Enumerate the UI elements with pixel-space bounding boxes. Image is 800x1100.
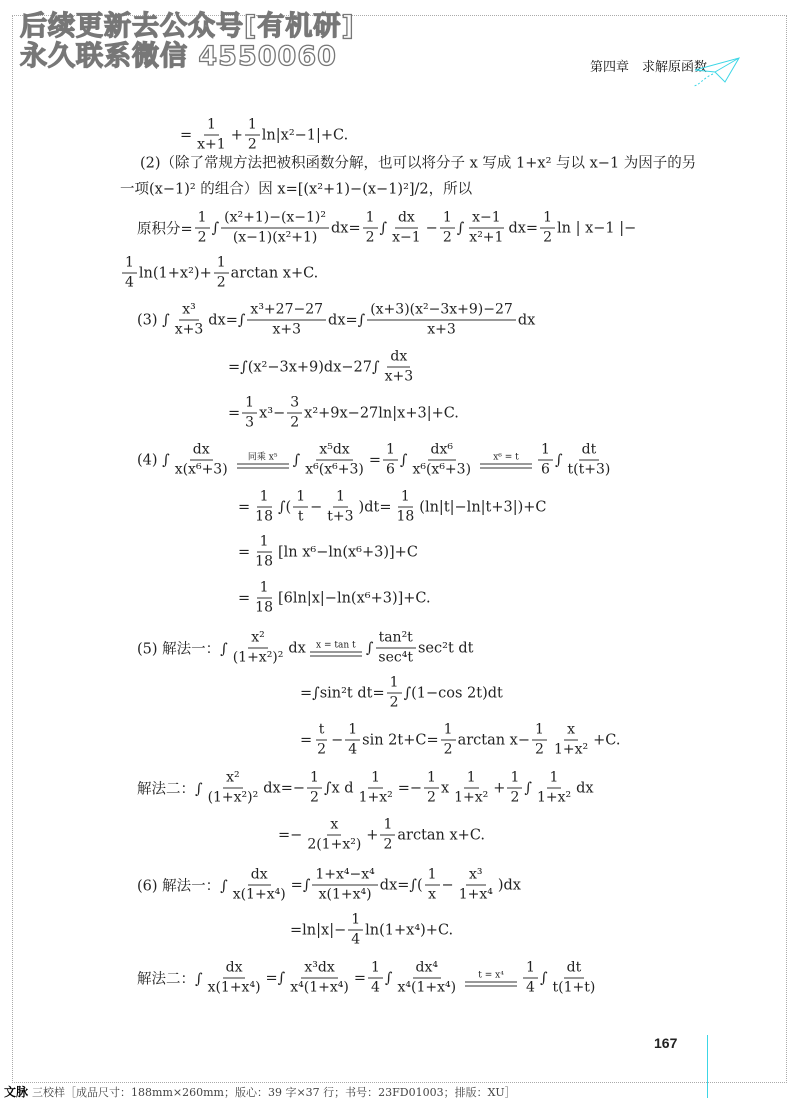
math-text: dx=∫ [328,312,366,328]
math-text: ∫ [539,970,548,986]
fraction [523,960,538,997]
math-text: [ln x⁶−ln(x⁶+3)]+C [277,544,418,560]
math-text: dx= [508,220,539,236]
denominator: 1+x² [536,789,572,806]
fraction [425,867,440,904]
numerator: dx [190,442,213,461]
substitution-label: 同乘 x⁵ [247,452,278,462]
fraction [540,210,555,247]
math-text: x [440,780,450,796]
math-text: ∫x d [323,780,354,796]
math-text: (ln|t|−ln|t+3|)+C [419,499,547,515]
math-text: ∫ [384,970,393,986]
denominator: 4 [351,931,361,948]
denominator: x [428,886,437,903]
fraction [205,960,264,997]
math-text: − [331,732,344,748]
denominator: (1+x²)² [207,789,259,806]
numerator: 1 [257,534,272,553]
math-text: ∫ [292,452,301,468]
math-text: 解法二：∫ [137,971,203,988]
equation-line [137,442,615,479]
denominator: x⁶(x⁶+3) [412,461,472,478]
fraction [356,770,396,807]
fraction [287,395,302,432]
fraction [314,722,329,759]
fraction [230,630,287,667]
denominator: 18 [255,599,273,616]
denominator: 2 [510,789,520,806]
equation-line [120,178,472,199]
numerator: x³ [179,302,199,321]
math-text: arctan x+C. [397,827,486,843]
math-text: (5) 解法一：∫ [137,641,228,658]
fraction [565,442,614,479]
fraction [424,770,439,807]
substitution-equals [480,452,532,468]
fraction [538,442,553,479]
math-text: dx= [331,220,361,236]
fraction [383,442,398,479]
math-text: 一项(x−1)² 的组合）因 x=[(x²+1)−(x−1)²]/2，所以 [120,181,473,198]
math-text: = [180,127,193,143]
fraction [389,210,424,247]
fraction [307,770,322,807]
math-text: ln | x−1 |− [556,220,637,236]
denominator: (1+x²)² [232,649,284,666]
denominator: x−1 [392,229,421,246]
denominator: x⁴(1+x⁴) [397,979,457,996]
numerator: tan²t [376,630,416,649]
footer-brand: 文脉 [4,1085,29,1099]
math-text: = [238,544,251,560]
math-text: dx=∫( [379,877,423,893]
fraction [195,210,210,247]
denominator: 2 [383,836,393,853]
denominator: 2 [310,789,319,806]
math-text: 解法二：∫ [137,781,203,798]
denominator: 4 [125,274,134,291]
fraction [287,960,352,997]
math-text: dx=∫ [208,312,246,328]
numerator: 1+x⁴−x⁴ [312,867,377,886]
numerator: 1 [424,770,439,789]
fraction [368,960,383,997]
numerator: 1 [204,117,219,136]
denominator: 2 [365,229,375,246]
math-text: arctan x− [457,732,531,748]
math-text: ∫ [456,220,465,236]
math-text: ∫ [399,452,408,468]
math-text: =∫(x²−3x+9)dx−27∫ [228,359,380,375]
denominator: 4 [348,741,358,758]
numerator: (x+3)(x²−3x+9)−27 [367,302,516,321]
fraction [252,534,276,571]
denominator: 4 [370,979,380,996]
denominator: 2 [442,229,452,246]
double-line [310,651,362,656]
fraction [551,722,591,759]
fraction [172,302,207,339]
fraction [312,867,377,904]
denominator: 1+x² [553,741,589,758]
math-text: sin 2t+C= [362,732,439,748]
fraction [363,210,378,247]
double-line [480,463,532,468]
numerator: x−1 [469,210,504,229]
equation-line [290,912,453,949]
numerator: t [316,722,328,741]
math-text: dx [288,640,306,656]
denominator: x+3 [272,321,301,338]
fraction [440,210,455,247]
fraction [221,210,329,247]
fraction [293,489,308,526]
math-text: =∫ [265,970,286,986]
numerator: 1 [257,580,272,599]
math-text: − [310,499,323,515]
equation-line [238,580,431,617]
denominator: 2 [543,229,552,246]
denominator: x+3 [174,321,204,338]
math-text: = [238,499,251,515]
equation-line [137,960,600,997]
math-text: +C. [593,732,621,748]
denominator: 2 [443,741,453,758]
numerator: 1 [333,489,348,508]
numerator: 1 [368,770,383,789]
math-text: + [493,780,506,796]
fraction [252,580,276,617]
fraction [367,302,516,339]
double-line [237,463,289,468]
equation-line [228,349,418,386]
footer-info: 三校样［成品尺寸：188mm×260mm；版心：39 字×37 行；书号：23FD01003；排版：XU］ [32,1086,516,1099]
math-text: (2)（除了常规方法把被积函数分解，也可以将分子 x 写成 1+x² 与以 x−1 为因子的另 [140,155,697,172]
numerator: 1 [380,817,395,836]
fraction [507,770,522,807]
numerator: x⁵dx [316,442,352,461]
substitution-label: x⁶ = t [493,452,519,462]
denominator: 3 [245,414,255,431]
math-text: (3) ∫ [137,312,170,328]
numerator: 3 [287,395,302,414]
numerator: 1 [345,722,360,741]
fraction [466,210,506,247]
denominator: 2 [290,414,300,431]
math-text: )dx [497,877,521,893]
fraction [550,960,599,997]
fraction [375,630,416,667]
fraction [214,255,229,292]
denominator: x(1+x⁴) [232,886,286,903]
equation-line [137,210,636,247]
fraction [230,867,289,904]
math-text: ∫( [277,499,292,515]
numerator: 1 [425,867,440,886]
numerator: 1 [507,770,522,789]
fraction [245,117,260,154]
denominator: sec⁴t [378,649,413,666]
denominator: 2 [535,741,544,758]
numerator: dx [387,349,410,368]
numerator: dx [248,867,271,886]
substitution-equals [465,970,517,986]
math-text: )dt= [358,499,392,515]
math-text: sec²t dt [417,640,474,656]
math-text: ∫ [554,452,563,468]
numerator: 1 [348,912,363,931]
fraction [205,770,262,807]
denominator: 18 [255,508,273,525]
denominator: 18 [255,553,273,570]
denominator: 2 [427,789,436,806]
numerator: 1 [195,210,210,229]
math-text: (4) ∫ [137,452,170,468]
math-text: ∫ [211,220,220,236]
substitution-equals [310,640,362,656]
fraction [451,770,491,807]
numerator: x³dx [301,960,337,979]
denominator: 18 [396,508,415,525]
math-text: = [228,405,241,421]
fraction [304,817,364,854]
fraction [302,442,367,479]
denominator: 2 [216,274,226,291]
fraction [393,489,417,526]
equation-line [300,675,503,712]
denominator: 1+x⁴ [458,886,493,903]
numerator: 1 [464,770,479,789]
numerator: 1 [440,210,455,229]
math-text: =− [278,827,303,843]
fraction [172,442,231,479]
denominator: x(1+x⁴) [318,886,372,903]
denominator: x⁶(x⁶+3) [305,461,364,478]
fraction [345,722,360,759]
math-text: ln(1+x²)+ [138,265,212,281]
fraction [242,395,257,432]
denominator: 2 [247,136,257,153]
numerator: 1 [540,210,555,229]
numerator: 1 [214,255,229,274]
math-text: [6ln|x|−ln(x⁶+3)]+C. [277,590,431,606]
math-text: dx=− [263,780,306,796]
denominator: t(1+t) [552,979,596,996]
fraction [456,867,496,904]
numerator: 1 [538,442,553,461]
fraction [122,255,137,292]
numerator: 1 [368,960,383,979]
math-text: + [366,827,379,843]
numerator: x² [248,630,268,649]
denominator: 1+x² [358,789,393,806]
substitution-label: x = tan t [316,640,356,650]
numerator: 1 [257,489,272,508]
numerator: 1 [383,442,398,461]
math-text: arctan x+C. [230,265,319,281]
denominator: x⁴(1+x⁴) [290,979,349,996]
fraction [194,117,229,154]
denominator: 6 [541,461,550,478]
equation-line [137,302,535,339]
denominator: x(1+x⁴) [207,979,261,996]
denominator: x+1 [197,136,226,153]
fraction [324,489,356,526]
numerator: x [327,817,341,836]
numerator: 1 [441,722,456,741]
math-text: dx [517,312,536,328]
print-footer [4,1083,516,1100]
denominator: t [297,508,304,525]
denominator: 1+x² [454,789,489,806]
numerator: dt [579,442,600,461]
fraction [380,817,395,854]
fraction [247,302,326,339]
fraction [387,675,402,712]
equation-line [238,489,547,526]
fraction [532,722,547,759]
numerator: dx [395,210,418,229]
fraction [252,489,276,526]
numerator: (x²+1)−(x−1)² [221,210,329,229]
numerator: 1 [387,675,402,694]
substitution-equals [237,452,289,468]
numerator: 1 [523,960,538,979]
math-text: x²+9x−27ln|x+3|+C. [304,405,459,421]
math-text: dx [576,780,594,796]
math-text: ∫(1−cos 2t)dt [403,685,503,701]
fraction [534,770,574,807]
denominator: x+3 [427,321,456,338]
fraction [394,960,459,997]
numerator: 1 [363,210,378,229]
math-text: x³− [259,405,286,421]
watermark-line-2: 永久联系微信 4550060 [20,41,337,72]
numerator: x² [223,770,243,789]
numerator: dx⁶ [428,442,456,461]
equation-line [137,630,474,667]
math-text: ∫ [524,780,532,796]
math-text: + [230,127,243,143]
numerator: dx⁴ [413,960,441,979]
numerator: x [564,722,578,741]
equation-line [140,152,696,173]
math-text: ∫ [379,220,388,236]
equation-line [137,770,594,807]
equation-line [180,117,348,154]
chapter-header: 第四章 求解原函数 [590,60,708,75]
equation-line [228,395,459,432]
numerator: dx [223,960,246,979]
substitution-label: t = x⁴ [478,970,504,980]
math-text: = [353,970,366,986]
denominator: t(t+3) [567,461,611,478]
fraction [382,349,417,386]
math-text: (6) 解法一：∫ [137,878,228,895]
paper-plane-icon [693,56,743,88]
math-text: 原积分= [137,221,193,238]
fraction [409,442,474,479]
equation-line [137,867,521,904]
numerator: x³ [466,867,486,886]
denominator: 2 [197,229,207,246]
fraction [441,722,456,759]
math-text: ln|x²−1|+C. [261,127,349,143]
numerator: x³+27−27 [247,302,326,321]
denominator: 2 [317,741,327,758]
equation-line [300,722,620,759]
numerator: 1 [293,489,308,508]
math-text: − [441,877,454,893]
denominator: (x−1)(x²+1) [232,229,318,246]
numerator: 1 [122,255,137,274]
equation-line [120,255,318,292]
numerator: 1 [398,489,413,508]
math-text: − [425,220,438,236]
math-text: = [300,732,313,748]
denominator: 6 [385,461,395,478]
numerator: dt [564,960,585,979]
equation-line [238,534,418,571]
numerator: 1 [532,722,547,741]
math-text: = [238,590,251,606]
margin-line [707,1035,708,1098]
fraction [348,912,363,949]
math-text: =∫ [290,877,311,893]
denominator: x+3 [384,368,414,385]
math-text: =ln|x|− [290,922,347,938]
double-line [465,981,517,986]
page-number: 167 [654,1035,678,1051]
denominator: t+3 [327,508,354,525]
denominator: 2(1+x²) [307,836,362,853]
watermark-line-1: 后续更新去公众号[有机研] [20,11,355,42]
math-text: =− [397,780,423,796]
numerator: 1 [245,117,260,136]
denominator: x(x⁶+3) [174,461,228,478]
denominator: 4 [526,979,535,996]
math-text: ∫ [365,640,374,656]
denominator: 2 [389,694,399,711]
equation-line [278,817,485,854]
denominator: x²+1 [469,229,504,246]
math-text: =∫sin²t dt= [300,685,385,701]
math-text: ln(1+x⁴)+C. [365,922,454,938]
numerator: 1 [547,770,562,789]
math-text: = [368,452,381,468]
numerator: 1 [242,395,257,414]
numerator: 1 [307,770,322,789]
